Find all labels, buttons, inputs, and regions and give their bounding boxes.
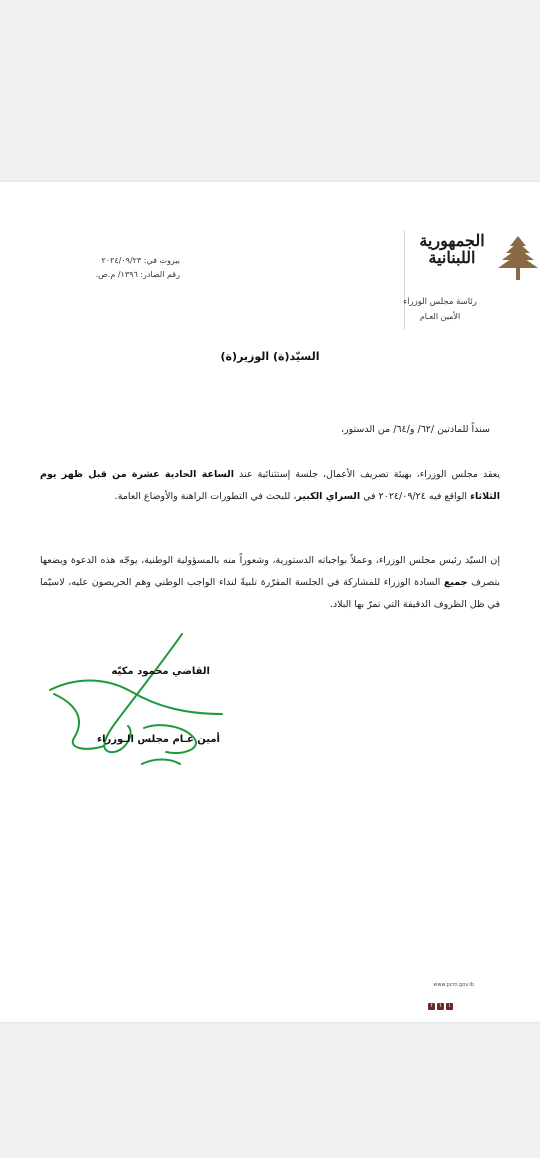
p1-bold-place: السراي الكبير bbox=[296, 491, 361, 502]
p1-text-a: يعقد مجلس الوزراء، بهيئة تصريف الأعمال، جلسة إستثنائية عند bbox=[234, 469, 500, 480]
handwritten-signature bbox=[44, 630, 234, 770]
p2-bold-all: جميع bbox=[443, 577, 468, 588]
republic-crest-text bbox=[412, 232, 492, 266]
secretary-general-label: الأمين العـام bbox=[419, 312, 461, 321]
twitter-icon: t bbox=[437, 1003, 444, 1010]
signatory-title: أمين عـام مجلس الـوزراء bbox=[96, 734, 220, 745]
p2-text-a: إن السيّد رئيس مجلس الوزراء، وعملاً بواجباته الدستورية، وشعوراً منه بالمسؤولية الوطنية، يوجّه هذه الدعوة ويضعها بتصرف bbox=[40, 555, 500, 588]
paragraph-session bbox=[40, 464, 500, 508]
p1-text-c: الواقع فيه ٢٠٢٤/٠٩/٢٤ في bbox=[360, 491, 471, 502]
p1-text-e: ، للبحث في التطورات الراهنة والأوضاع العامة. bbox=[114, 491, 297, 502]
crest-line-1: الجمهورية bbox=[419, 231, 485, 250]
paragraph-call bbox=[40, 550, 500, 616]
signatory-name: القاضي محمود مكيّه bbox=[111, 666, 210, 677]
p1-bold-time: الساعة الحادية عشرة من قبل ظهر يوم الثلاثاء bbox=[40, 469, 500, 502]
cedar-emblem-icon bbox=[496, 234, 540, 282]
facebook-icon: f bbox=[428, 1003, 435, 1010]
letter-meta bbox=[40, 254, 180, 282]
instagram-icon: i bbox=[446, 1003, 453, 1010]
legal-basis: سنداً للمادتين /٦٢/ و/٦٤/ من الدستور، bbox=[340, 424, 490, 435]
greeting: السيّد(ة) الوزير(ة) bbox=[220, 350, 320, 363]
social-icons bbox=[426, 992, 453, 1011]
date-line: بيروت في: ٢٠٢٤/٠٩/٢٣ bbox=[101, 256, 180, 265]
website-text: www.pcm.gov.lb bbox=[433, 982, 474, 988]
crest-line-2: اللبنانية bbox=[428, 248, 476, 267]
reference-line: رقم الصادر: ١٣٩٦/ م.ص. bbox=[95, 270, 180, 279]
p2-text-c: السادة الوزراء للمشاركة في الجلسة المقرّرة تلبيةً لنداء الواجب الوطني وهم الحريصون عليه، لاسيّما في ظل الظروف الدقيقة التي تمرّ بها البلاد. bbox=[40, 577, 500, 610]
presidency-label: رئاسة مجلس الوزراء bbox=[403, 297, 477, 307]
letter-page bbox=[0, 182, 540, 1022]
